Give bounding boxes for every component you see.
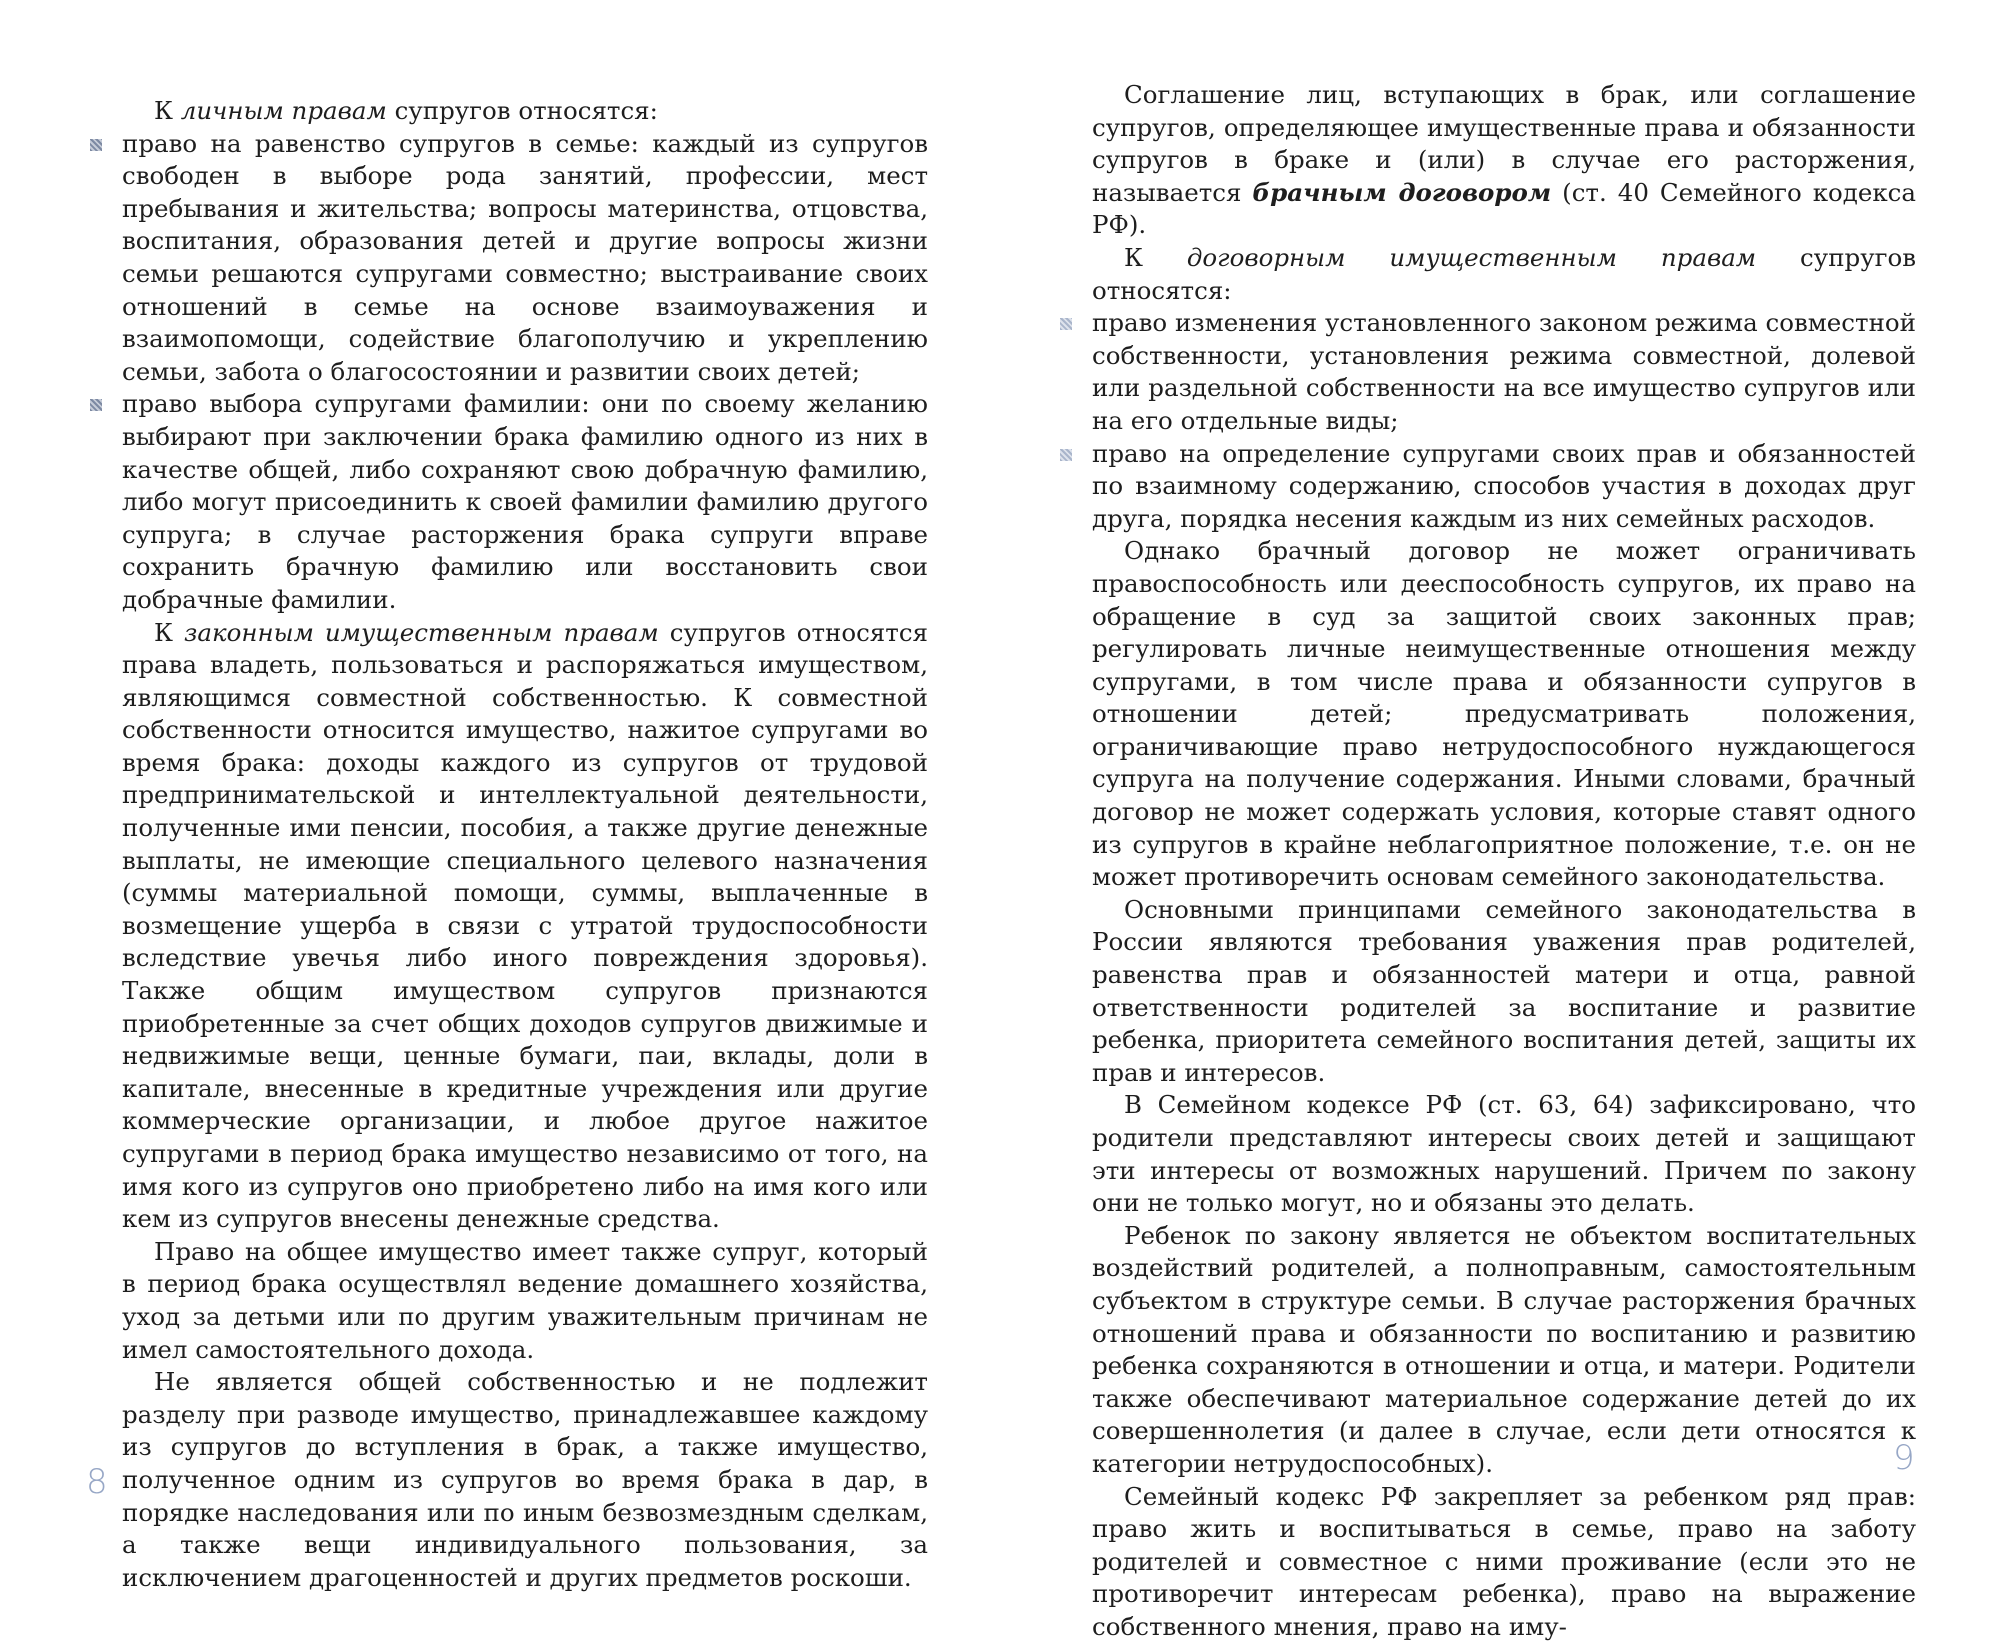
paragraph-personal-rights-intro: К личным правам супругов относятся: [154, 96, 658, 125]
list-item: право на равенство супругов в семье: каждый из супругов свободен в выборе рода занятий, профессии, мест пребывания и жительства; вопросы материнства, отцовства, воспитания, образования детей и другие вопросы жизни семьи решаются супругами совместно; выстраивание своих отношений в семье на основе взаимоуважения и взаимопомощи, содействие благополучию и укреплению семьи, забота о благосостоянии и развитии своих детей; [122, 128, 928, 389]
paragraph-contract-limits: Однако брачный договор не может ограничивать правоспособность или дееспособность супругов, их право на обращение в суд за защитой своих законных прав; регулировать личные неимущественные отношения между супругами, в том числе права и обязанности супругов в отношении детей; предусматривать положения, ограничивающие право нетрудоспособного нуждающегося супруга на получение содержания. Иными словами, брачный договор не может содержать условия, которые ставят одного из супругов в крайне неблагоприятное положение, т.е. он не может противоречить основам семейного законодательства. [1092, 536, 1916, 892]
contract-rights-list [1092, 307, 1916, 535]
paragraph-principles: Основными принципами семейного законодательства в России являются требования уважения прав родителей, равенства прав и обязанностей матери и отца, равной ответственности родителей за воспитание и развитие ребенка, приоритета семейного воспитания детей, защиты их прав и интересов. [1092, 894, 1916, 1087]
list-item: право изменения установленного законом режима совместной собственности, установления режима совместной, долевой или раздельной собственности на все имущество супругов или на его отдельные виды; [1092, 307, 1916, 437]
paragraph-not-common-property: Не является общей собственностью и не подлежит разделу при разводе имущество, принадлежавшее каждому из супругов до вступления в брак, а также имущество, полученное одним из супругов во время брака в дар, в порядке наследования или по иным безвозмездным сделкам, а также вещи индивидуального пользования, за исключением драгоценностей и других предметов роскоши. [122, 1367, 928, 1592]
paragraph-child-rights: Семейный кодекс РФ закрепляет за ребенком ряд прав: право жить и воспитываться в семье, право на заботу родителей и совместное с ними проживание (если это не противоречит интересам ребенка), право на выражение собственного мнения, право на иму- [1092, 1481, 1916, 1641]
term-legal-property-rights: законным имущественным правам [183, 617, 659, 647]
bullet-icon [1060, 318, 1072, 330]
term-personal-rights: личным правам [180, 96, 387, 125]
paragraph-contract-rights-intro: К договорным имущественным правам супругов относятся: [1092, 242, 1917, 305]
bullet-icon [1060, 449, 1072, 461]
page-number: 9 [1893, 1438, 1915, 1478]
paragraph-child-subject: Ребенок по закону является не объектом воспитательных воздействий родителей, а полноправным, самостоятельным субъектом в структуре семьи. В случае расторжения брачных отношений права и обязанности по воспитанию и развитию ребенка сохраняются в отношении и отца, и матери. Родители также обеспечивают материальное содержание детей до их совершеннолетия (и далее в случае, если дети относятся к категории нетрудоспособных). [1092, 1220, 1916, 1478]
paragraph-marriage-contract: Соглашение лиц, вступающих в брак, или соглашение супругов, определяющее имущественные права и обязанности супругов в браке и (или) в случае его расторжения, называется брачным договором (ст. 40 Семейного кодекса РФ). [1092, 80, 1916, 240]
paragraph-parents-represent: В Семейном кодексе РФ (ст. 63, 64) зафиксировано, что родители представляют интересы своих детей и защищают эти интересы от возможных нарушений. Причем по закону они не только могут, но и обязаны это делать. [1092, 1090, 1916, 1218]
term-contract-property-rights: договорным имущественным правам [1186, 242, 1757, 272]
page-number: 8 [86, 1462, 108, 1502]
list-item: право на определение супругами своих прав и обязанностей по взаимному содержанию, способов участия в доходах друг друга, порядка несения каждым из них семейных расходов. [1092, 438, 1916, 536]
list-item: право выбора супругами фамилии: они по своему желанию выбирают при заключении брака фамилию одного из них в качестве общей, либо сохраняют свою добрачную фамилию, либо могут присоединить к своей фамилии фамилию другого супруга; в случае расторжения брака супруги вправе сохранить брачную фамилию или восстановить свои добрачные фамилии. [122, 388, 928, 616]
term-marriage-contract: брачным договором [1252, 177, 1552, 207]
paragraph-legal-property-rights: К законным имущественным правам супругов относятся права владеть, пользоваться и распоряжаться имуществом, являющимся совместной собственностью. К совместной собственности относится имущество, нажитое супругами во время брака: доходы каждого из супругов от трудовой предпринимательской и интеллектуальной деятельности, полученные ими пенсии, пособия, а также другие денежные выплаты, не имеющие специального целевого назначения (суммы материальной помощи, суммы, выплаченные в возмещение ущерба в связи с утратой трудоспособности вследствие увечья либо иного повреждения здоровья). Также общим имуществом супругов признаются приобретенные за счет общих доходов супругов движимые и недвижимые вещи, ценные бумаги, паи, вклады, доли в капитале, внесенные в кредитные учреждения или другие коммерческие организации, и любое другое нажитое супругами в период брака имущество независимо от того, на имя кого из супругов оно приобретено либо на имя кого или кем из супругов внесены денежные средства. [122, 617, 928, 1234]
paragraph-common-property: Право на общее имущество имеет также супруг, который в период брака осуществлял ведение домашнего хозяйства, уход за детьми или по другим уважительным причинам не имел самостоятельного дохода. [122, 1236, 928, 1364]
right-page-body [1092, 79, 1916, 1644]
